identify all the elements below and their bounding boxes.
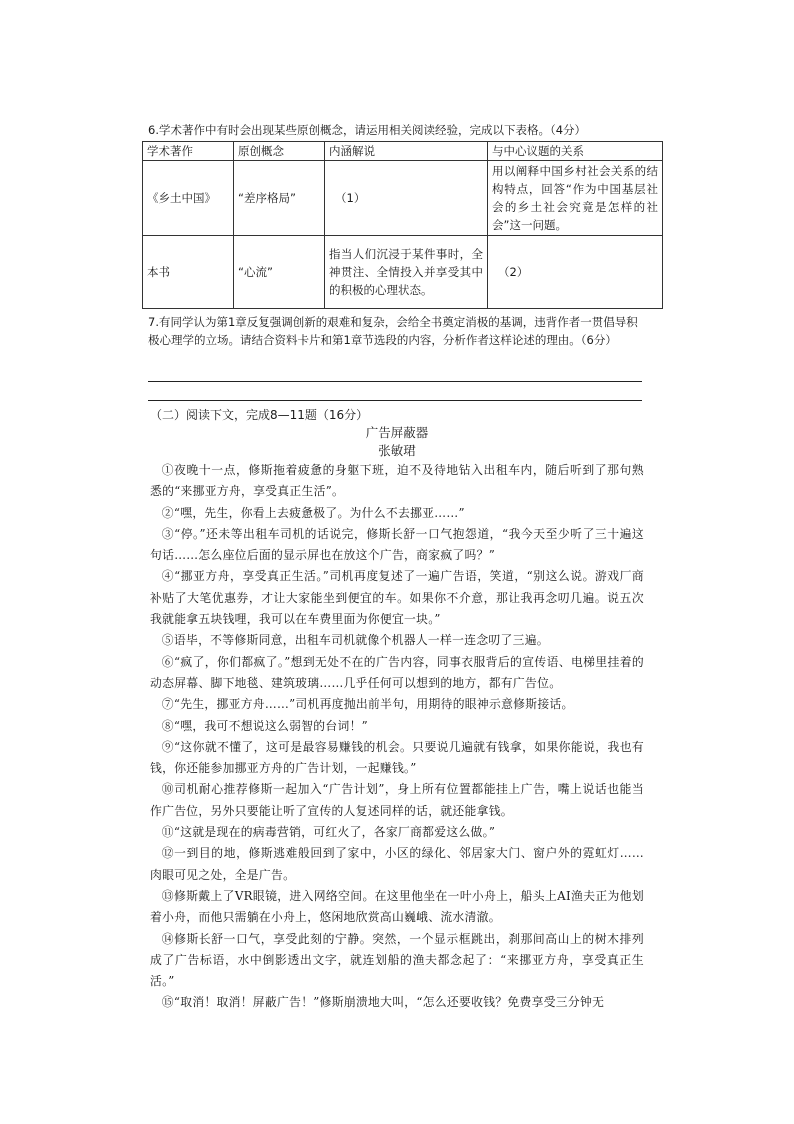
paragraph: ⑫一到目的地，修斯逃难般回到了家中，小区的绿化、邻居家大门、窗户外的霓虹灯……肉眼可见之处，全是广告。 — [150, 846, 644, 882]
header-cell: 原创概念 — [234, 142, 325, 161]
paragraph: ⑮“取消！取消！屏蔽广告！”修斯崩溃地大叫，“怎么还要收钱？免费享受三分钟无 — [161, 995, 605, 1010]
table-cell: “差序格局” — [234, 161, 325, 236]
paragraph: ③“停。”还未等出租车司机的话说完，修斯长舒一口气抱怨道，“我今天至少听了三十遍这句话……怎么座位后面的显示屏也在放这个广告，商家疯了吗？” — [150, 526, 644, 563]
answer-blank-1: （1） — [325, 161, 488, 236]
paragraph: ⑦“先生，挪亚方舟……”司机再度抛出前半句，用期待的眼神示意修斯接话。 — [161, 697, 574, 712]
paragraph: ⑤语毕，不等修斯同意，出租车司机就像个机器人一样一连念叨了三遍。 — [161, 633, 549, 648]
question-7-prompt: 7.有同学认为第1章反复强调创新的艰难和复杂，会给全书奠定消极的基调，违背作者一贯倡导积极心理学的立场。请结合资料卡片和第1章节选段的内容，分析作者这样论述的理由。（6分） — [148, 315, 638, 347]
article-author: 张敏珺 — [378, 443, 416, 458]
table-cell: 指当人们沉浸于某件事时，全神贯注、全情投入并享受其中的积极的心理状态。 — [325, 236, 488, 309]
header-cell: 与中心议题的关系 — [488, 142, 663, 161]
article-body — [150, 460, 644, 1014]
paragraph: ⑧“嘿，我可不想说这么弱智的台词！” — [161, 718, 369, 733]
answer-line — [148, 400, 642, 401]
paragraph: ②“嘿，先生，你看上去疲惫极了。为什么不去挪亚……” — [161, 505, 465, 520]
answer-blank-2: （2） — [488, 236, 663, 309]
answer-line — [148, 381, 642, 382]
paragraph: ④“挪亚方舟，享受真正生活。”司机再度复述了一遍广告语，笑道，“别这么说。游戏厂商补贴了大笔优惠券，才让大家能坐到便宜的车。如果你不介意，那让我再念叨几遍。说五次我就能拿五块钱哩，我可以在车费里面为你便宜一块。” — [150, 569, 644, 627]
header-cell: 学术著作 — [143, 142, 234, 161]
table-cell: 本书 — [143, 236, 234, 309]
table-header-row — [143, 142, 663, 161]
table-cell: 用以阐释中国乡村社会关系的结构特点，回答“作为中国基层社会的乡土社会究竟是怎样的社会”这一问题。 — [488, 161, 663, 236]
paragraph: ⑭修斯长舒一口气，享受此刻的宁静。突然，一个显示框跳出，刹那间高山上的树木排列成了广告标语，水中倒影透出文字，就连划船的渔夫都念起了：“来挪亚方舟，享受真正生活。” — [150, 931, 644, 989]
paragraph: ⑥“疯了，你们都疯了。”想到无处不在的广告内容，同事衣服背后的宣传语、电梯里挂着的动态屏幕、脚下地毯、建筑玻璃……几乎任何可以想到的地方，都有广告位。 — [150, 654, 644, 690]
paragraph: ⑨“这你就不懂了，这可是最容易赚钱的机会。只要说几遍就有钱拿，如果你能说，我也有钱，你还能参加挪亚方舟的广告计划，一起赚钱。” — [150, 739, 644, 776]
article-title: 广告屏蔽器 — [365, 425, 429, 440]
paragraph: ①夜晚十一点，修斯拖着疲惫的身躯下班，迫不及待地钻入出租车内，随后听到了那句熟悉的“来挪亚方舟，享受真正生活”。 — [150, 463, 644, 499]
paragraph: ⑬修斯戴上了VR眼镜，进入网络空间。在这里他坐在一叶小舟上，船头上AI渔夫正为他划着小舟，而他只需躺在小舟上，悠闲地欣赏高山巍峨、流水清澈。 — [150, 888, 644, 925]
section-heading: （二）阅读下文，完成8—11题（16分） — [150, 408, 369, 422]
table-cell: 《乡土中国》 — [143, 161, 234, 236]
table-cell: “心流” — [234, 236, 325, 309]
paragraph: ⑪“这就是现在的病毒营销，可红火了，各家厂商都爱这么做。” — [161, 825, 496, 840]
concept-table — [142, 141, 663, 309]
header-cell: 内涵解说 — [325, 142, 488, 161]
table-row — [143, 236, 663, 309]
table-row — [143, 161, 663, 236]
paragraph: ⑩司机耐心推荐修斯一起加入“广告计划”，身上所有位置都能挂上广告，嘴上说话也能当作广告位，另外只要能让听了宣传的人复述同样的话，就还能拿钱。 — [150, 782, 644, 818]
question-6-prompt: 6.学术著作中有时会出现某些原创概念，请运用相关阅读经验，完成以下表格。（4分） — [148, 123, 587, 137]
